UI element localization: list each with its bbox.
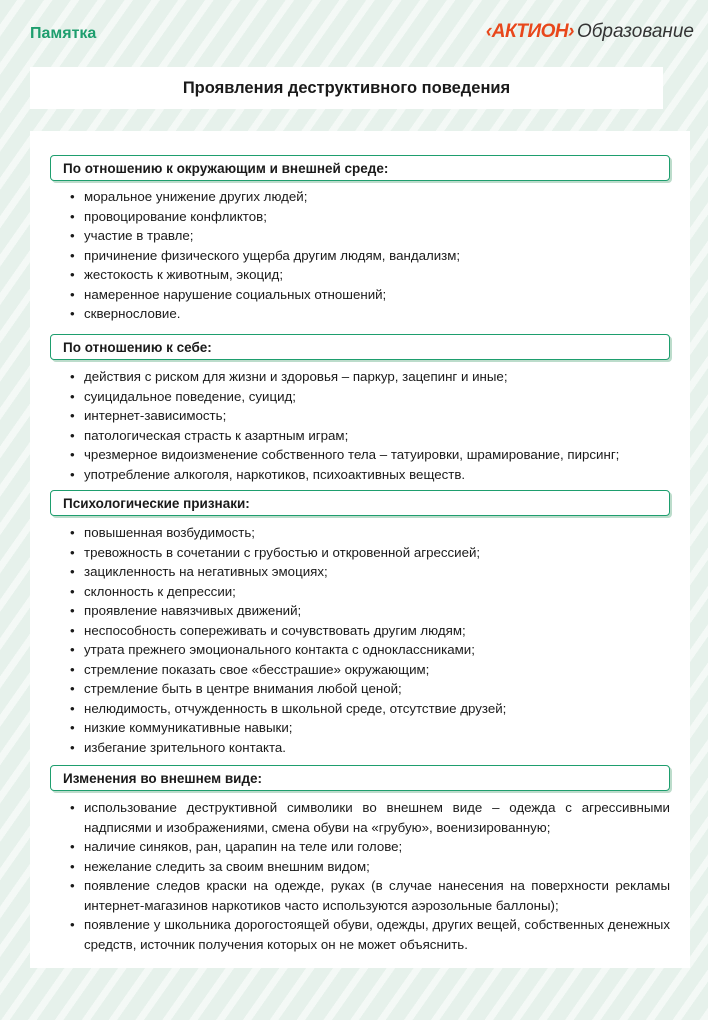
list-item: • суицидальное поведение, суицид; xyxy=(50,387,670,407)
list-item: • избегание зрительного контакта. xyxy=(50,738,670,758)
item-list xyxy=(50,798,670,954)
list-item: • чрезмерное видоизменение собственного тела – татуировки, шрамирование, пирсинг; xyxy=(50,445,670,465)
list-item: • зацикленность на негативных эмоциях; xyxy=(50,562,670,582)
list-item: • проявление навязчивых движений; xyxy=(50,601,670,621)
list-item: • провоцирование конфликтов; xyxy=(50,207,670,227)
list-item: • моральное унижение других людей; xyxy=(50,187,670,207)
list-item: • повышенная возбудимость; xyxy=(50,523,670,543)
list-item: • интернет-зависимость; xyxy=(50,406,670,426)
section-self xyxy=(50,334,670,484)
memo-label: Памятка xyxy=(30,25,97,42)
list-item: • использование деструктивной символики во внешнем виде – одежда с агрессивными надписями и изображениями, смена обуви на «грубую», военизированную; xyxy=(50,798,670,837)
list-item: • тревожность в сочетании с грубостью и откровенной агрессией; xyxy=(50,543,670,563)
list-item: • нелюдимость, отчужденность в школьной среде, отсутствие друзей; xyxy=(50,699,670,719)
list-item: • низкие коммуникативные навыки; xyxy=(50,718,670,738)
section-heading: По отношению к себе: xyxy=(50,334,670,360)
section-heading: Изменения во внешнем виде: xyxy=(50,765,670,791)
section-psychological xyxy=(50,490,670,757)
list-item: • появление у школьника дорогостоящей обуви, одежды, других вещей, собственных денежных средств, источник получения которых он не может объяснить. xyxy=(50,915,670,954)
page-title: Проявления деструктивного поведения xyxy=(182,78,511,97)
logo-text: Образование xyxy=(576,21,694,42)
list-item: • патологическая страсть к азартным играм; xyxy=(50,426,670,446)
list-item: • нежелание следить за своим внешним видом; xyxy=(50,857,670,877)
item-list xyxy=(50,367,670,484)
logo-brand: ‹АКТИОН› xyxy=(485,21,574,42)
section-heading: По отношению к окружающим и внешней среде: xyxy=(50,155,670,181)
list-item: • жестокость к животным, экоцид; xyxy=(50,265,670,285)
section-appearance xyxy=(50,765,670,954)
title-box xyxy=(30,67,663,109)
aktion-logo xyxy=(486,21,694,43)
section-heading: Психологические признаки: xyxy=(50,490,670,516)
list-item: • неспособность сопереживать и сочувствовать другим людям; xyxy=(50,621,670,641)
section-environment xyxy=(50,155,670,324)
list-item: • склонность к депрессии; xyxy=(50,582,670,602)
list-item: • стремление показать свое «бесстрашие» окружающим; xyxy=(50,660,670,680)
list-item: • стремление быть в центре внимания любой ценой; xyxy=(50,679,670,699)
item-list xyxy=(50,187,670,324)
content-panel xyxy=(30,131,690,968)
list-item: • намеренное нарушение социальных отношений; xyxy=(50,285,670,305)
page-header xyxy=(0,0,708,64)
list-item: • употребление алкоголя, наркотиков, психоактивных веществ. xyxy=(50,465,670,485)
list-item: • утрата прежнего эмоционального контакта с одноклассниками; xyxy=(50,640,670,660)
list-item: • участие в травле; xyxy=(50,226,670,246)
list-item: • сквернословие. xyxy=(50,304,670,324)
list-item: • наличие синяков, ран, царапин на теле или голове; xyxy=(50,837,670,857)
list-item: • действия с риском для жизни и здоровья – паркур, зацепинг и иные; xyxy=(50,367,670,387)
list-item: • появление следов краски на одежде, руках (в случае нанесения на поверхности рекламы интернет-магазинов наркотиков часто используются аэрозольные баллоны); xyxy=(50,876,670,915)
list-item: • причинение физического ущерба другим людям, вандализм; xyxy=(50,246,670,266)
item-list xyxy=(50,523,670,757)
